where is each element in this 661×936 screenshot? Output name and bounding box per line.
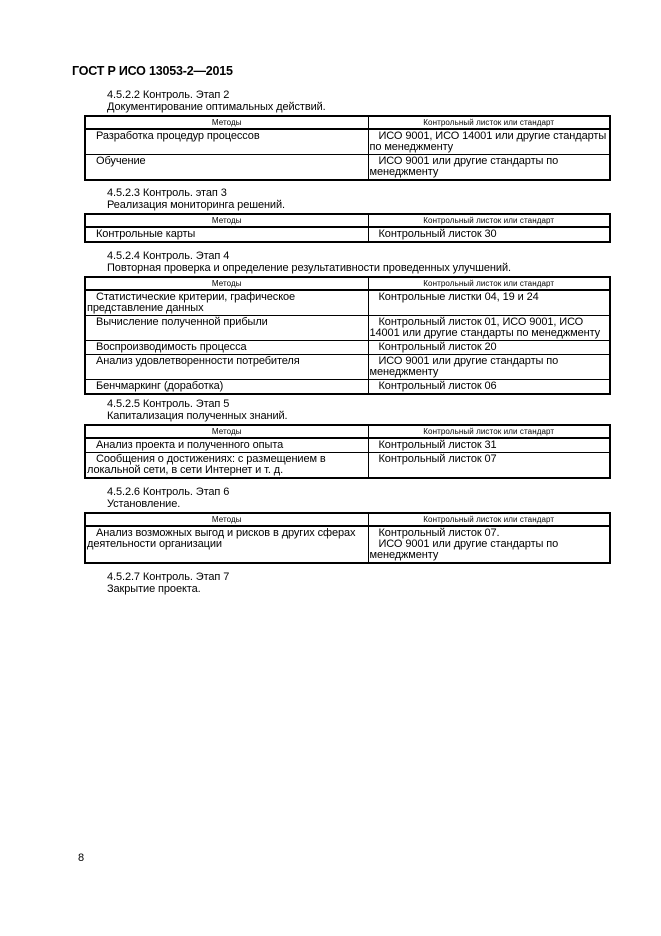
section-subtitle: Капитализация полученных знаний. xyxy=(107,410,288,422)
standard-cell xyxy=(368,316,610,341)
method-cell xyxy=(85,341,368,355)
table-header-row xyxy=(85,116,610,129)
method-text: Статистические критерии, графическое представление данных xyxy=(87,291,296,314)
method-cell xyxy=(85,227,368,242)
section-4-5-2-7 xyxy=(0,571,661,595)
document-header: ГОСТ Р ИСО 13053-2—2015 xyxy=(72,64,233,78)
methods-table xyxy=(84,115,611,181)
standard-text: Контрольный листок 31 xyxy=(378,439,497,451)
method-text: Обучение xyxy=(96,155,146,167)
section-heading: 4.5.2.3 Контроль. этап 3 xyxy=(107,187,227,199)
method-text: Сообщения о достижениях: с размещением в локальной сети, в сети Интернет и т. д. xyxy=(87,453,326,476)
standard-cell xyxy=(368,380,610,395)
section-4-5-2-3 xyxy=(0,187,661,243)
table-header-row xyxy=(85,214,610,227)
standard-cell xyxy=(368,453,610,479)
col-header-methods: Методы xyxy=(85,425,368,438)
table-row xyxy=(85,355,610,380)
table-row xyxy=(85,380,610,395)
section-subtitle: Закрытие проекта. xyxy=(107,583,201,595)
col-header-standard: Контрольный листок или стандарт xyxy=(368,513,610,526)
table-row xyxy=(85,227,610,242)
section-4-5-2-2 xyxy=(0,89,661,181)
method-cell xyxy=(85,438,368,453)
standard-text: Контрольный листок 30 xyxy=(378,228,497,240)
method-cell xyxy=(85,129,368,155)
col-header-methods: Методы xyxy=(85,116,368,129)
standard-text: Контрольные листки 04, 19 и 24 xyxy=(378,291,539,303)
method-cell xyxy=(85,155,368,181)
method-text: Контрольные карты xyxy=(96,228,196,240)
col-header-standard: Контрольный листок или стандарт xyxy=(368,116,610,129)
section-heading: 4.5.2.4 Контроль. Этап 4 xyxy=(107,250,230,262)
method-text: Анализ возможных выгод и рисков в других сферах деятельности организации xyxy=(87,527,356,550)
section-4-5-2-6 xyxy=(0,486,661,564)
table-row xyxy=(85,316,610,341)
table-row xyxy=(85,155,610,181)
table-row xyxy=(85,341,610,355)
standard-text: Контрольный листок 06 xyxy=(378,380,497,392)
section-subtitle: Установление. xyxy=(107,498,181,510)
section-subtitle: Документирование оптимальных действий. xyxy=(107,101,326,113)
table-header-row xyxy=(85,425,610,438)
standard-text: Контрольный листок 20 xyxy=(378,341,497,353)
table-row xyxy=(85,438,610,453)
table-row xyxy=(85,526,610,563)
col-header-standard: Контрольный листок или стандарт xyxy=(368,214,610,227)
table-header-row xyxy=(85,513,610,526)
standard-text: Контрольный листок 07. xyxy=(378,527,500,539)
method-text: Разработка процедур процессов xyxy=(96,130,260,142)
method-cell xyxy=(85,290,368,316)
method-text: Анализ проекта и полученного опыта xyxy=(96,439,284,451)
methods-table xyxy=(84,424,611,479)
standard-cell xyxy=(368,438,610,453)
col-header-standard: Контрольный листок или стандарт xyxy=(368,425,610,438)
method-cell xyxy=(85,355,368,380)
methods-table xyxy=(84,276,611,395)
col-header-standard: Контрольный листок или стандарт xyxy=(368,277,610,290)
standard-text: ИСО 9001 или другие стандарты по менеджменту xyxy=(369,355,559,378)
method-text: Бенчмаркинг (доработка) xyxy=(96,380,224,392)
section-4-5-2-5 xyxy=(0,398,661,479)
method-text: Анализ удовлетворенности потребителя xyxy=(96,355,300,367)
method-cell xyxy=(85,380,368,395)
standard-cell xyxy=(368,129,610,155)
standard-text: Контрольный листок 07 xyxy=(378,453,497,465)
standard-cell xyxy=(368,155,610,181)
col-header-methods: Методы xyxy=(85,277,368,290)
table-row xyxy=(85,453,610,479)
section-subtitle: Повторная проверка и определение результативности проведенных улучшений. xyxy=(107,262,511,274)
col-header-methods: Методы xyxy=(85,214,368,227)
method-cell xyxy=(85,316,368,341)
standard-text: ИСО 9001 или другие стандарты по менеджменту xyxy=(369,155,559,178)
method-text: Воспроизводимость процесса xyxy=(96,341,247,353)
section-subtitle: Реализация мониторинга решений. xyxy=(107,199,285,211)
table-header-row xyxy=(85,277,610,290)
standard-text: ИСО 9001 или другие стандарты по менеджменту xyxy=(369,538,559,561)
methods-table xyxy=(84,213,611,243)
methods-table xyxy=(84,512,611,564)
standard-cell xyxy=(368,341,610,355)
table-row xyxy=(85,290,610,316)
standard-text: ИСО 9001, ИСО 14001 или другие стандарты по менеджменту xyxy=(369,130,607,153)
method-cell xyxy=(85,526,368,563)
standard-cell xyxy=(368,526,610,563)
standard-cell xyxy=(368,355,610,380)
section-heading: 4.5.2.5 Контроль. Этап 5 xyxy=(107,398,230,410)
method-text: Вычисление полученной прибыли xyxy=(96,316,268,328)
section-4-5-2-4 xyxy=(0,250,661,395)
standard-cell xyxy=(368,290,610,316)
col-header-methods: Методы xyxy=(85,513,368,526)
section-heading: 4.5.2.2 Контроль. Этап 2 xyxy=(107,89,230,101)
table-row xyxy=(85,129,610,155)
standard-cell xyxy=(368,227,610,242)
section-heading: 4.5.2.7 Контроль. Этап 7 xyxy=(107,571,230,583)
section-heading: 4.5.2.6 Контроль. Этап 6 xyxy=(107,486,230,498)
standard-text: Контрольный листок 01, ИСО 9001, ИСО 14001 или другие стандарты по менеджменту xyxy=(369,316,601,339)
method-cell xyxy=(85,453,368,479)
page-number: 8 xyxy=(78,852,85,864)
